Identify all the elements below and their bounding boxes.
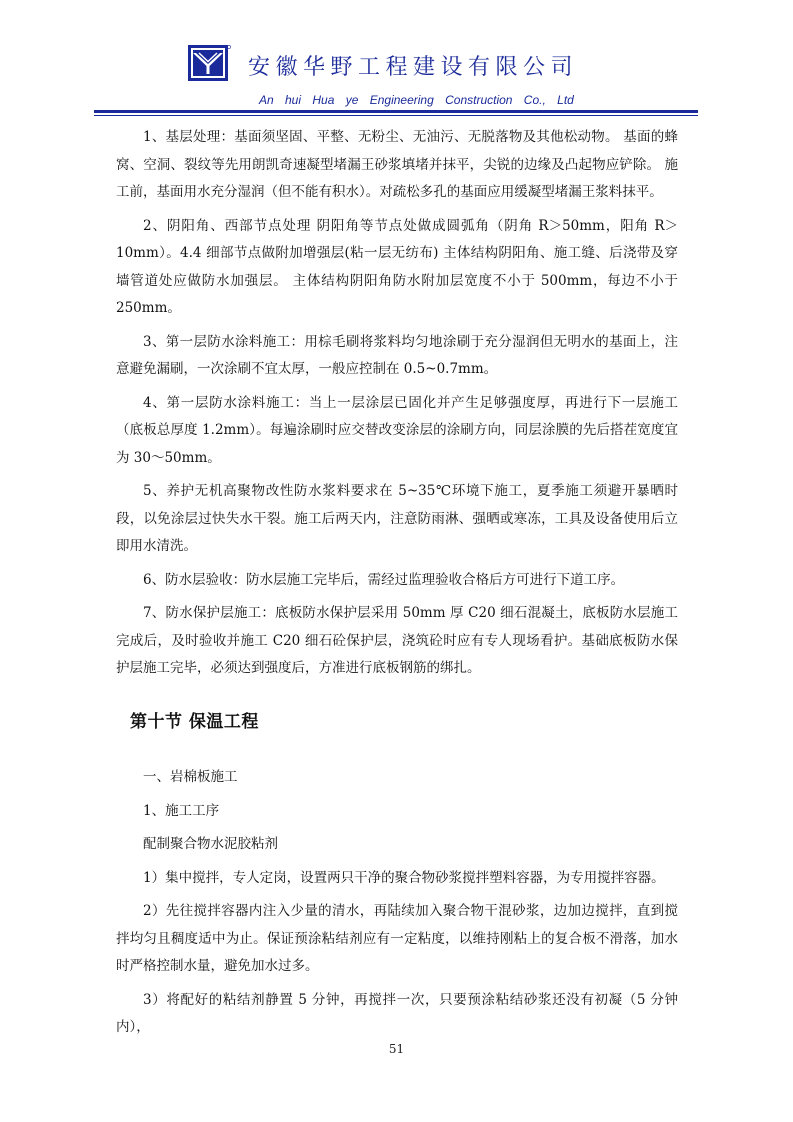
company-name-en: An hui Hua ye Engineering Construction Co., Ltd [259,93,574,107]
step-2: 2）先往搅拌容器内注入少量的清水，再陆续加入聚合物干混砂浆，边加边搅拌，直到搅拌均匀且稠度适中为止。保证预涂粘结剂应有一定粘度，以维持刚粘上的复合板不滑落，加水时严格控制水量，避免加水过多。 [116,903,678,974]
company-logo-icon [187,44,231,84]
paragraph-4: 4、第一层防水涂料施工：当上一层涂层已固化并产生足够强度厚，再进行下一层施工（底板总厚度 1.2mm）。每遍涂刷时应交替改变涂层的涂刷方向，同层涂膜的先后搭茬宽度宜为 30～50mm。 [116,394,678,466]
document-body [116,124,678,1048]
page-number: 51 [388,1042,405,1056]
sub-heading-procedure: 1、施工工序 [143,802,220,819]
step-3: 3）将配好的粘结剂静置 5 分钟，再搅拌一次，只要预涂粘结砂浆还没有初凝（5 分钟内）， [116,991,678,1035]
sub-heading-rock-wool: 一、岩棉板施工 [143,769,238,785]
paragraph-1: 1、基层处理：基面须坚固、平整、无粉尘、无油污、无脱落物及其他松动物。 基面的蜂窝、空洞、裂纹等先用朗凯奇速凝型堵漏王砂浆填堵并抹平，尖锐的边缘及凸起物应铲除。 施工前，基面用水充分湿润（但不能有积水）。对疏松多孔的基面应用缓凝型堵漏王浆料抹平。 [116,129,678,200]
header-rule-thick [94,110,698,113]
paragraph-2: 2、阴阳角、西部节点处理 阴阳角等节点处做成圆弧角（阴角 R＞50mm，阳角 R＞10mm）。4.4 细部节点做附加增强层(粘一层无纺布) 主体结构阴阳角、施工缝、后浇带及穿墙管道处应做防水加强层。 主体结构阴阳角防水附加层宽度不小于 500mm，每边不小于 250mm。 [116,217,678,316]
paragraph-7: 7、防水保护层施工：底板防水保护层采用 50mm 厚 C20 细石混凝土，底板防水层施工完成后，及时验收并施工 C20 细石砼保护层，浇筑砼时应有专人现场看护。基础底板防水保护层施工完毕，必须达到强度后，方准进行底板钢筋的绑扎。 [116,605,678,676]
section-title: 第十节 保温工程 [130,711,259,732]
paragraph-5: 5、养护无机高聚物改性防水浆料要求在 5~35℃环境下施工，夏季施工须避开暴晒时段，以免涂层过快失水干裂。施工后两天内，注意防雨淋、强晒或寒冻，工具及设备使用后立即用水清洗。 [116,483,678,554]
company-name-cn: 安徽华野工程建设有限公司 [248,55,579,80]
sub-heading-adhesive: 配制聚合物水泥胶粘剂 [143,836,278,852]
step-1: 1）集中搅拌，专人定岗，设置两只干净的聚合物砂浆搅拌塑料容器，为专用搅拌容器。 [143,869,665,886]
paragraph-3: 3、第一层防水涂料施工：用棕毛刷将浆料均匀地涂刷于充分湿润但无明水的基面上，注意避免漏刷，一次涂刷不宜太厚，一般应控制在 0.5~0.7mm。 [116,333,678,377]
paragraph-6: 6、防水层验收：防水层施工完毕后，需经过监理验收合格后方可进行下道工序。 [143,571,625,588]
page-header [0,0,793,120]
header-rule-thin [94,115,698,116]
